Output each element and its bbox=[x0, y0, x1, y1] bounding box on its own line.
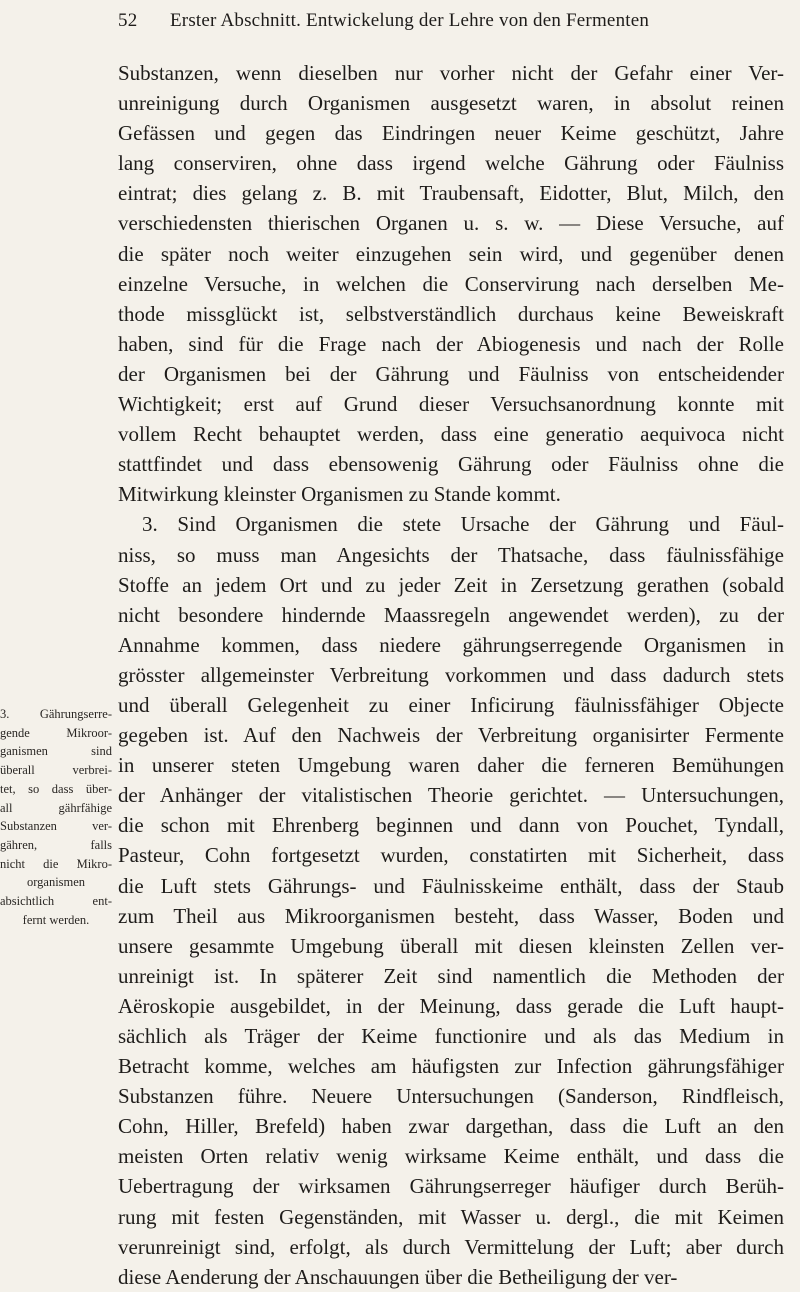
text-line: stattfindet und dass ebensowenig Gährung oder Fäulniss ohne die bbox=[118, 452, 784, 477]
text-line: zum Theil aus Mikroorganismen besteht, dass Wasser, Boden und bbox=[118, 903, 784, 928]
text-line: haben, sind für die Frage nach der Abiogenesis und nach der Rolle bbox=[118, 331, 784, 356]
text-line: die schon mit Ehrenberg beginnen und dann von Pouchet, Tyndall, bbox=[118, 813, 784, 838]
text-line: einzelne Versuche, in welchen die Conservirung nach derselben Me- bbox=[118, 271, 784, 296]
margin-note-line: all gährfähige bbox=[0, 800, 112, 815]
text-line: rung mit festen Gegenständen, mit Wasser u. dergl., die mit Keimen bbox=[118, 1204, 784, 1229]
text-line: Wichtigkeit; erst auf Grund dieser Versuchsanordnung konnte mit bbox=[118, 392, 784, 417]
text-line: Stoffe an jedem Ort und zu jeder Zeit in Zersetzung gerathen (sobald bbox=[118, 572, 784, 597]
text-line: meisten Orten relativ wenig wirksame Keime enthält, und dass die bbox=[118, 1144, 784, 1169]
margin-note-line: absichtlich ent- bbox=[0, 894, 112, 909]
text-line: verschiedensten thierischen Organen u. s. w. — Diese Versuche, auf bbox=[118, 211, 784, 236]
margin-note-line: tet, so dass über- bbox=[0, 781, 112, 796]
text-line: Substanzen, wenn dieselben nur vorher nicht der Gefahr einer Ver- bbox=[118, 61, 784, 85]
margin-note-line: gende Mikroor- bbox=[0, 725, 112, 740]
text-line: nicht besondere hindernde Maassregeln angewendet werden), zu der bbox=[118, 602, 784, 627]
text-line: sächlich als Träger der Keime functionire und als das Medium in bbox=[118, 1024, 784, 1048]
text-line: verunreinigt sind, erfolgt, als durch Vermittelung der Luft; aber durch bbox=[118, 1234, 784, 1259]
text-line: Cohn, Hiller, Brefeld) haben zwar dargethan, dass die Luft an den bbox=[118, 1114, 784, 1139]
running-title: Erster Abschnitt. Entwickelung der Lehre von den Fermenten bbox=[170, 10, 650, 31]
text-line: Uebertragung der wirksamen Gährungserreger häufiger durch Berüh- bbox=[118, 1174, 784, 1199]
text-line: niss, so muss man Angesichts der Thatsache, dass fäulnissfähige bbox=[118, 542, 784, 567]
margin-note-line: Substanzen ver- bbox=[0, 819, 112, 834]
text-line: die Luft stets Gährungs- und Fäulnisskeime enthält, dass der Staub bbox=[118, 873, 784, 898]
text-line: unreinigung durch Organismen ausgesetzt waren, in absolut reinen bbox=[118, 91, 784, 116]
text-line: vollem Recht behauptet werden, dass eine generatio aequivoca nicht bbox=[118, 422, 784, 447]
margin-note-line: 3. Gährungserre- bbox=[0, 707, 112, 721]
text-line: diese Aenderung der Anschauungen über die Betheiligung der ver- bbox=[118, 1264, 678, 1289]
margin-note-line: organismen bbox=[26, 875, 86, 890]
text-line: thode missglückt ist, selbstverständlich durchaus keine Beweiskraft bbox=[118, 301, 784, 326]
text-line: der Anhänger der vitalistischen Theorie gerichtet. — Untersuchungen, bbox=[118, 783, 784, 808]
margin-note bbox=[0, 705, 112, 929]
text-line: Aëroskopie ausgebildet, in der Meinung, dass gerade die Luft haupt- bbox=[118, 993, 784, 1018]
text-line: eintrat; dies gelang z. B. mit Traubensaft, Eidotter, Blut, Milch, den bbox=[118, 181, 784, 206]
text-line: lang conserviren, ohne dass irgend welche Gährung oder Fäulniss bbox=[118, 151, 784, 176]
text-line: Annahme kommen, dass niedere gährungserregende Organismen in bbox=[118, 632, 784, 657]
text-line: der Organismen bei der Gährung und Fäulniss von entscheidender bbox=[118, 361, 784, 386]
text-line: die später noch weiter einzugehen sein wird, und gegenüber denen bbox=[118, 241, 784, 266]
page-number: 52 bbox=[118, 10, 138, 31]
body-text bbox=[118, 58, 784, 1292]
text-line: 3. Sind Organismen die stete Ursache der Gährung und Fäul- bbox=[142, 512, 784, 537]
margin-note-line: nicht die Mikro- bbox=[0, 856, 112, 871]
text-line: unsere gesammte Umgebung überall mit diesen kleinsten Zellen ver- bbox=[118, 933, 784, 958]
text-line: grösster allgemeinster Verbreitung vorkommen und dass dadurch stets bbox=[118, 662, 784, 687]
margin-note-line: ganismen sind bbox=[0, 744, 112, 759]
text-line: Pasteur, Cohn fortgesetzt wurden, constatirten mit Sicherheit, dass bbox=[118, 843, 784, 868]
text-line: und überall Gelegenheit zu einer Inficirung fäulnissfähiger Objecte bbox=[118, 692, 784, 717]
text-line: unreinigt ist. In späterer Zeit sind namentlich die Methoden der bbox=[118, 963, 784, 988]
text-line: Gefässen und gegen das Eindringen neuer Keime geschützt, Jahre bbox=[118, 121, 784, 146]
text-line: Substanzen führe. Neuere Untersuchungen (Sanderson, Rindfleisch, bbox=[118, 1084, 784, 1109]
text-line: Betracht komme, welches am häufigsten zur Infection gährungsfähiger bbox=[118, 1054, 784, 1079]
margin-note-line: fernt werden. bbox=[22, 912, 90, 927]
text-line: gegeben ist. Auf den Nachweis der Verbreitung organisirter Fermente bbox=[118, 723, 784, 748]
margin-note-line: gähren, falls bbox=[0, 837, 112, 852]
running-header bbox=[118, 10, 748, 32]
margin-note-line: überall verbrei- bbox=[0, 763, 112, 778]
text-line: Mitwirkung kleinster Organismen zu Stande kommt. bbox=[118, 482, 561, 507]
text-line: in unserer steten Umgebung waren daher die ferneren Bemühungen bbox=[118, 753, 784, 778]
